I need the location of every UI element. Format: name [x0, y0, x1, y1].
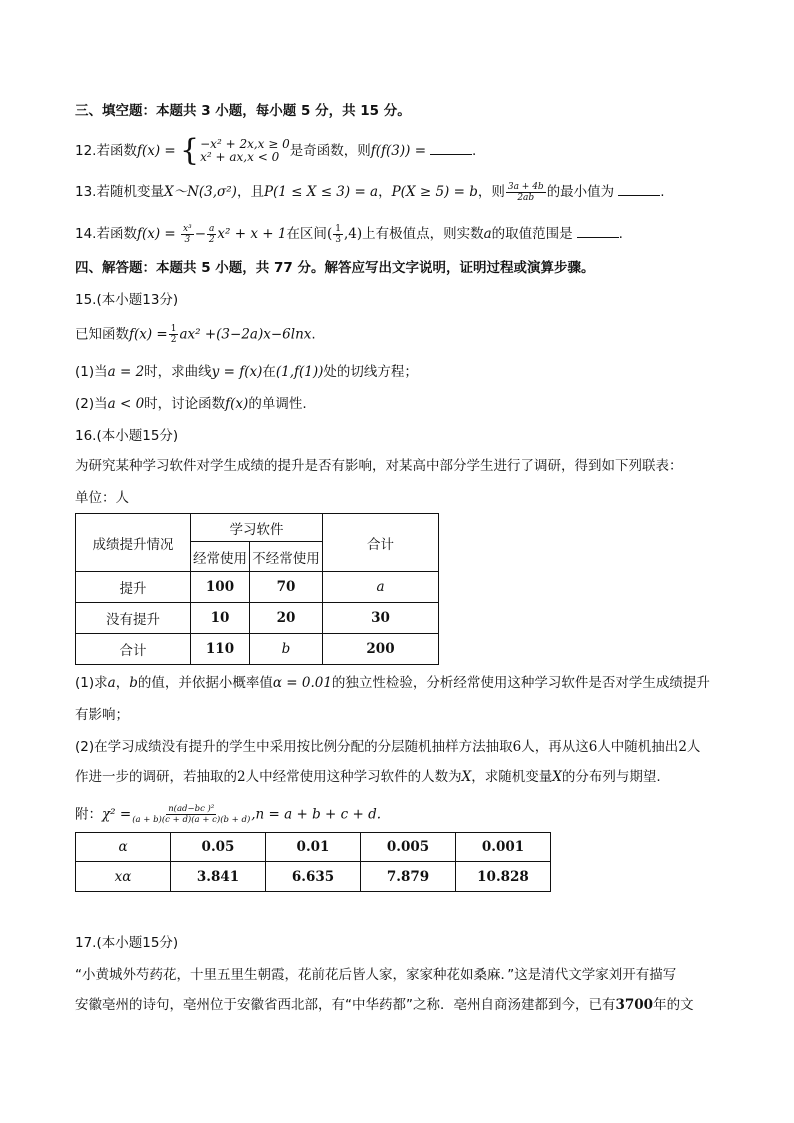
q13-p2: P(X ≥ 5) = b — [391, 184, 478, 200]
q12-case-2: x² + ax,x < 0 — [200, 150, 280, 164]
question-12 — [75, 133, 477, 168]
q16-p2-line2-f: X — [552, 769, 562, 785]
q15-p1-d: y = f(x) — [211, 364, 263, 380]
q16-part-2-line-1 — [75, 737, 700, 757]
q15-stem-end: . — [311, 326, 316, 343]
table-cell: 3.841 — [171, 862, 266, 892]
alpha-label: α — [76, 833, 171, 862]
q15-p1-a: (1)当 — [75, 364, 108, 380]
q12-case-1: −x² + 2x,x ≥ 0 — [200, 137, 290, 151]
q16-p2-g: 人 — [686, 739, 701, 755]
q15-stem-rest: ax² +(3−2a)x−6lnx — [179, 326, 312, 343]
q13-mid1: ，且 — [236, 184, 264, 200]
q16-p2-b: 6 — [512, 739, 522, 755]
q16-part-1-line-2: 有影响； — [75, 707, 129, 723]
q16-p1-g: 的独立性检验，分析经常使用这种学习软件是否对学生成绩提升 — [331, 675, 710, 691]
q15-stem-prefix: 已知函数 — [75, 326, 129, 343]
q16-p2-line2-a: 作进一步的调研，若抽取的 — [75, 769, 237, 785]
table-cell: 6.635 — [266, 862, 361, 892]
table-row — [76, 862, 551, 892]
q14-frac-2 — [207, 224, 216, 245]
q17-line2-c: 年的文 — [653, 997, 694, 1013]
contingency-table — [75, 513, 439, 665]
q12-piecewise — [180, 133, 290, 168]
q15-p2-e: 的单调性. — [248, 396, 307, 412]
q15-half-num: 1 — [170, 324, 177, 334]
q14-frac2-num: a — [209, 223, 215, 234]
table-cell: 200 — [323, 634, 439, 665]
q13-mid3: ，则 — [477, 184, 505, 200]
q14-answer-blank[interactable] — [577, 223, 619, 238]
q15-p2-a: (2)当 — [75, 396, 108, 412]
q16-p2-c: 人，再从这 — [521, 739, 589, 755]
q12-answer-blank[interactable] — [430, 140, 472, 155]
q14-frac1-num: x³ — [183, 223, 192, 234]
q17-line2-b: 3700 — [615, 997, 654, 1013]
critical-value-table — [75, 832, 551, 892]
q15-p2-d: f(x) — [225, 396, 249, 412]
table-header-not-often: 不经常使用 — [250, 542, 323, 572]
q12-prefix: 12.若函数 — [75, 143, 137, 159]
table-cell: 10.828 — [456, 862, 551, 892]
q15-p2-c: 时，讨论函数 — [144, 396, 226, 412]
q14-frac1-den: 3 — [184, 234, 191, 245]
q17-title: 17.(本小题15分) — [75, 935, 179, 951]
table-cell: 0.05 — [171, 833, 266, 862]
q16-p2-line2-g: 的分布列与期望. — [561, 769, 661, 785]
table-cell: 0.001 — [456, 833, 551, 862]
q12-mid: 是奇函数，则 — [289, 143, 371, 159]
q12-fx: f(x) = — [136, 143, 176, 159]
chi-square-symbol: χ² = — [102, 806, 132, 823]
table-cell: 7.879 — [361, 862, 456, 892]
q14-frac-1 — [181, 224, 194, 245]
q16-unit: 单位：人 — [75, 490, 129, 506]
table-cell: 20 — [250, 603, 323, 634]
table-cell: 0.005 — [361, 833, 456, 862]
q14-interval-close: ,4) — [343, 226, 363, 242]
section-4-heading: 四、解答题：本题共 5 小题，共 77 分。解答应写出文字说明，证明过程或演算步骤。 — [75, 260, 595, 276]
q13-end: 的最小值为 — [546, 184, 615, 200]
q13-frac-num: 3a + 4b — [507, 181, 544, 192]
q15-title: 15.(本小题13分) — [75, 292, 179, 308]
q14-minus: − — [194, 226, 207, 242]
section-3-heading: 三、填空题：本题共 3 小题，每小题 5 分，共 15 分。 — [75, 103, 411, 119]
q15-half-den: 2 — [170, 335, 177, 345]
q16-appendix — [75, 804, 381, 825]
q13-dist: X～N(3,σ²) — [163, 184, 237, 200]
q16-p1-c: ， — [115, 675, 130, 691]
q14-dot: . — [618, 226, 623, 242]
table-cell: 110 — [191, 634, 250, 665]
q14-end2: 的取值范围是 — [491, 226, 573, 242]
chi-square-fraction — [132, 804, 250, 825]
q16-p1-f: α = 0.01 — [272, 675, 332, 691]
table-row — [76, 833, 551, 862]
q14-frac-3 — [333, 224, 343, 245]
q15-part-1 — [75, 362, 418, 382]
q15-p2-b: a < 0 — [107, 396, 145, 412]
q17-line-1: “小黄城外芍药花，十里五里生朝霞，花前花后皆人家，家家种花如桑麻．”这是清代文学家刘开有描写 — [75, 967, 677, 983]
q15-part-2 — [75, 394, 307, 414]
table-row — [76, 572, 439, 603]
q16-p2-line2-c: 人中经常使用这种学习软件的人数为 — [245, 769, 462, 785]
q12-end: . — [472, 143, 477, 159]
q16-part-2-line-2 — [75, 767, 661, 787]
question-14 — [75, 223, 623, 245]
q13-answer-blank[interactable] — [618, 181, 660, 196]
q15-stem-fx: f(x) = — [129, 326, 168, 343]
table-cell: b — [250, 634, 323, 665]
q15-half — [169, 324, 179, 345]
table-cell: 100 — [191, 572, 250, 603]
table-header-often: 经常使用 — [191, 542, 250, 572]
table-header-software: 学习软件 — [191, 514, 323, 542]
q16-p1-e: 的值，并依据小概率值 — [137, 675, 273, 691]
row-label: 提升 — [76, 572, 191, 603]
q15-p1-b: a = 2 — [107, 364, 145, 380]
q16-p2-line2-b: 2 — [237, 769, 246, 785]
appendix-label: 附： — [75, 806, 102, 823]
q14-prefix: 14.若函数 — [75, 226, 137, 242]
q17-line-2 — [75, 995, 694, 1015]
q16-title: 16.(本小题15分) — [75, 428, 179, 444]
chi-num: n(ad−bc )² — [168, 804, 215, 814]
q16-intro: 为研究某种学习软件对学生成绩的提升是否有影响，对某高中部分学生进行了调研，得到如下列联表： — [75, 458, 683, 474]
chi-den: (a + b)(c + d)(a + c)(b + d) — [132, 815, 251, 825]
q15-stem — [75, 324, 316, 345]
q14-frac3-num: 1 — [335, 223, 341, 234]
q16-p1-d: b — [129, 675, 138, 691]
q15-p1-f: (1,f(1)) — [275, 364, 324, 380]
table-cell: 30 — [323, 603, 439, 634]
q14-interval-open: ( — [326, 226, 333, 242]
q16-p2-line2-e: ，求随机变量 — [471, 769, 553, 785]
x-alpha-label: xα — [76, 862, 171, 892]
q16-p1-a: (1)求 — [75, 675, 108, 691]
table-header-total: 合计 — [323, 514, 439, 572]
q16-p2-f: 2 — [678, 739, 687, 755]
q15-p1-c: 时，求曲线 — [144, 364, 212, 380]
table-row — [76, 603, 439, 634]
q15-p1-e: 在 — [262, 364, 276, 380]
q14-fx: f(x) = — [136, 226, 176, 242]
row-label: 没有提升 — [76, 603, 191, 634]
n-definition: ,n = a + b + c + d. — [251, 806, 382, 823]
brace-icon: { — [180, 133, 200, 168]
q14-end1: 上有极值点，则实数 — [362, 226, 484, 242]
table-cell: 70 — [250, 572, 323, 603]
q12-expr: f(f(3)) = — [370, 143, 427, 159]
q14-mid: 在区间 — [286, 226, 327, 242]
table-header-performance: 成绩提升情况 — [76, 514, 191, 572]
q16-part-1-line-1 — [75, 673, 710, 693]
q16-p1-b: a — [107, 675, 116, 691]
q13-mid2: ， — [378, 184, 392, 200]
q13-prefix: 13.若随机变量 — [75, 184, 164, 200]
q13-frac-den: 2ab — [517, 192, 535, 203]
table-cell: a — [323, 572, 439, 603]
q13-dot: . — [660, 184, 665, 200]
q16-p2-a: (2)在学习成绩没有提升的学生中采用按比例分配的分层随机抽样方法抽取 — [75, 739, 513, 755]
question-13 — [75, 181, 664, 203]
q15-p1-g: 处的切线方程； — [323, 364, 418, 380]
q16-p2-d: 6 — [588, 739, 598, 755]
q14-frac3-den: 3 — [335, 234, 341, 245]
table-row — [76, 634, 439, 665]
q16-p2-line2-d: X — [461, 769, 472, 785]
q13-fraction — [506, 182, 546, 203]
table-cell: 0.01 — [266, 833, 361, 862]
table-cell: 10 — [191, 603, 250, 634]
q13-p1: P(1 ≤ X ≤ 3) = a — [263, 184, 379, 200]
q14-var: a — [483, 226, 492, 242]
q14-rest: x² + x + 1 — [217, 226, 287, 242]
row-label: 合计 — [76, 634, 191, 665]
q17-line2-a: 安徽亳州的诗句，亳州位于安徽省西北部，有“中华药都”之称．亳州自商汤建都到今，已有 — [75, 997, 616, 1013]
q14-frac2-den: 2 — [208, 234, 215, 245]
q16-p2-e: 人中随机抽出 — [597, 739, 679, 755]
